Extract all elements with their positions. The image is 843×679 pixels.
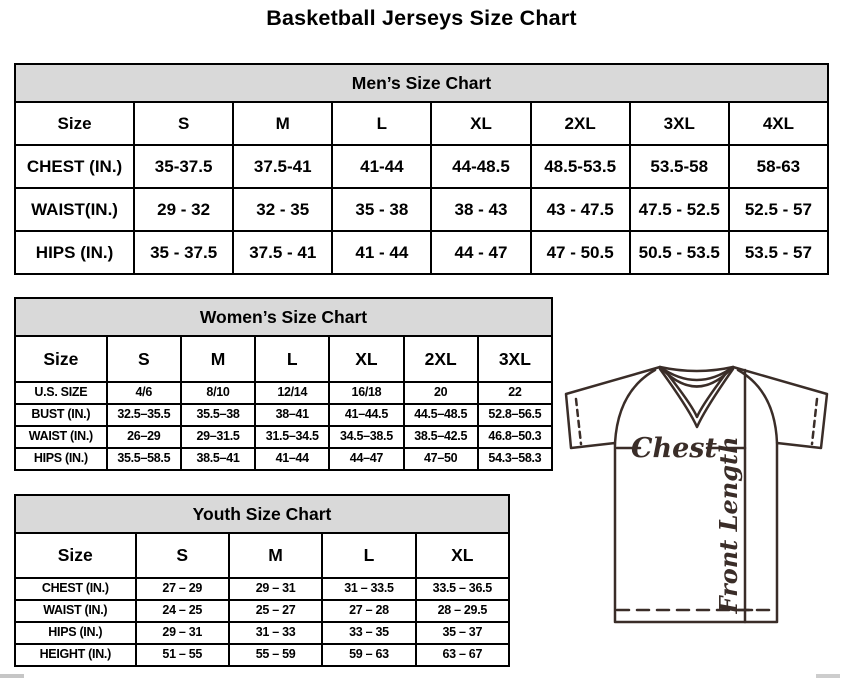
size-value-cell: 31 – 33.5 [322,578,415,600]
size-value-cell: 35.5–38 [181,404,255,426]
column-header: XL [431,102,530,145]
row-label: WAIST(IN.) [15,188,134,231]
womens-size-chart-section [14,297,553,471]
size-value-cell: 29 – 31 [136,622,229,644]
size-value-cell: 29 - 32 [134,188,233,231]
table-row [15,231,828,274]
column-header: 3XL [478,336,552,382]
size-value-cell: 63 – 67 [416,644,509,666]
column-header: S [107,336,181,382]
size-value-cell: 35.5–58.5 [107,448,181,470]
hscrollbar-fragment-right[interactable] [816,674,840,678]
table-row [15,600,509,622]
size-value-cell: 29 – 31 [229,578,322,600]
size-value-cell: 47.5 - 52.5 [630,188,729,231]
size-value-cell: 38.5–42.5 [404,426,478,448]
table-row [15,404,552,426]
size-value-cell: 26–29 [107,426,181,448]
row-label: WAIST (IN.) [15,426,107,448]
size-value-cell: 27 – 29 [136,578,229,600]
size-value-cell: 52.8–56.5 [478,404,552,426]
table-row [15,426,552,448]
size-value-cell: 44-48.5 [431,145,530,188]
header-row [15,336,552,382]
size-value-cell: 35 - 37.5 [134,231,233,274]
size-value-cell: 20 [404,382,478,404]
header-row [15,533,509,578]
size-value-cell: 31.5–34.5 [255,426,329,448]
column-header: XL [329,336,403,382]
column-header: XL [416,533,509,578]
column-header: Size [15,336,107,382]
size-value-cell: 52.5 - 57 [729,188,828,231]
size-value-cell: 55 – 59 [229,644,322,666]
column-header: 4XL [729,102,828,145]
size-value-cell: 35 – 37 [416,622,509,644]
youth-chart-title: Youth Size Chart [14,494,510,534]
size-value-cell: 54.3–58.3 [478,448,552,470]
column-header: M [233,102,332,145]
size-value-cell: 37.5 - 41 [233,231,332,274]
size-value-cell: 4/6 [107,382,181,404]
header-row [15,102,828,145]
column-header: 2XL [404,336,478,382]
womens-chart-title: Women’s Size Chart [14,297,553,337]
column-header: L [332,102,431,145]
size-value-cell: 37.5-41 [233,145,332,188]
youth-size-chart-section [14,494,510,667]
column-header: S [136,533,229,578]
mens-chart-title: Men’s Size Chart [14,63,829,103]
size-value-cell: 43 - 47.5 [531,188,630,231]
size-value-cell: 53.5 - 57 [729,231,828,274]
column-header: L [255,336,329,382]
size-value-cell: 38 - 43 [431,188,530,231]
front-length-label: Front Length [714,436,743,614]
column-header: Size [15,102,134,145]
size-value-cell: 59 – 63 [322,644,415,666]
size-value-cell: 25 – 27 [229,600,322,622]
column-header: M [181,336,255,382]
column-header: Size [15,533,136,578]
size-value-cell: 41-44 [332,145,431,188]
size-value-cell: 51 – 55 [136,644,229,666]
size-value-cell: 58-63 [729,145,828,188]
size-value-cell: 50.5 - 53.5 [630,231,729,274]
mens-size-table [14,101,829,275]
size-value-cell: 47–50 [404,448,478,470]
size-value-cell: 33 – 35 [322,622,415,644]
size-value-cell: 34.5–38.5 [329,426,403,448]
size-value-cell: 24 – 25 [136,600,229,622]
column-header: L [322,533,415,578]
table-row [15,448,552,470]
size-value-cell: 44 - 47 [431,231,530,274]
size-value-cell: 31 – 33 [229,622,322,644]
size-value-cell: 16/18 [329,382,403,404]
row-label: CHEST (IN.) [15,578,136,600]
row-label: HIPS (IN.) [15,231,134,274]
size-value-cell: 38–41 [255,404,329,426]
row-label: HIPS (IN.) [15,448,107,470]
column-header: S [134,102,233,145]
size-value-cell: 44.5–48.5 [404,404,478,426]
youth-size-table [14,532,510,667]
table-row [15,622,509,644]
table-row [15,644,509,666]
hscrollbar-fragment-left[interactable] [0,674,24,678]
row-label: BUST (IN.) [15,404,107,426]
chest-label: Chest [631,433,717,464]
size-value-cell: 41–44 [255,448,329,470]
size-value-cell: 48.5-53.5 [531,145,630,188]
row-label: CHEST (IN.) [15,145,134,188]
size-value-cell: 41–44.5 [329,404,403,426]
size-value-cell: 35 - 38 [332,188,431,231]
column-header: 3XL [630,102,729,145]
womens-size-table [14,335,553,471]
row-label: WAIST (IN.) [15,600,136,622]
size-value-cell: 32.5–35.5 [107,404,181,426]
shirt-outline [566,367,827,622]
row-label: HEIGHT (IN.) [15,644,136,666]
size-value-cell: 22 [478,382,552,404]
size-value-cell: 44–47 [329,448,403,470]
size-value-cell: 27 – 28 [322,600,415,622]
column-header: M [229,533,322,578]
table-row [15,145,828,188]
size-value-cell: 35-37.5 [134,145,233,188]
size-value-cell: 47 - 50.5 [531,231,630,274]
table-row [15,578,509,600]
row-label: U.S. SIZE [15,382,107,404]
size-value-cell: 8/10 [181,382,255,404]
row-label: HIPS (IN.) [15,622,136,644]
size-value-cell: 33.5 – 36.5 [416,578,509,600]
jersey-diagram-svg [556,357,842,629]
size-value-cell: 38.5–41 [181,448,255,470]
size-value-cell: 41 - 44 [332,231,431,274]
size-value-cell: 29–31.5 [181,426,255,448]
table-row [15,188,828,231]
size-value-cell: 46.8–50.3 [478,426,552,448]
mens-size-chart-section [14,63,829,275]
column-header: 2XL [531,102,630,145]
size-value-cell: 28 – 29.5 [416,600,509,622]
size-value-cell: 32 - 35 [233,188,332,231]
table-row [15,382,552,404]
page-title: Basketball Jerseys Size Chart [266,6,577,30]
size-value-cell: 53.5-58 [630,145,729,188]
size-value-cell: 12/14 [255,382,329,404]
jersey-measurement-diagram [556,357,842,629]
